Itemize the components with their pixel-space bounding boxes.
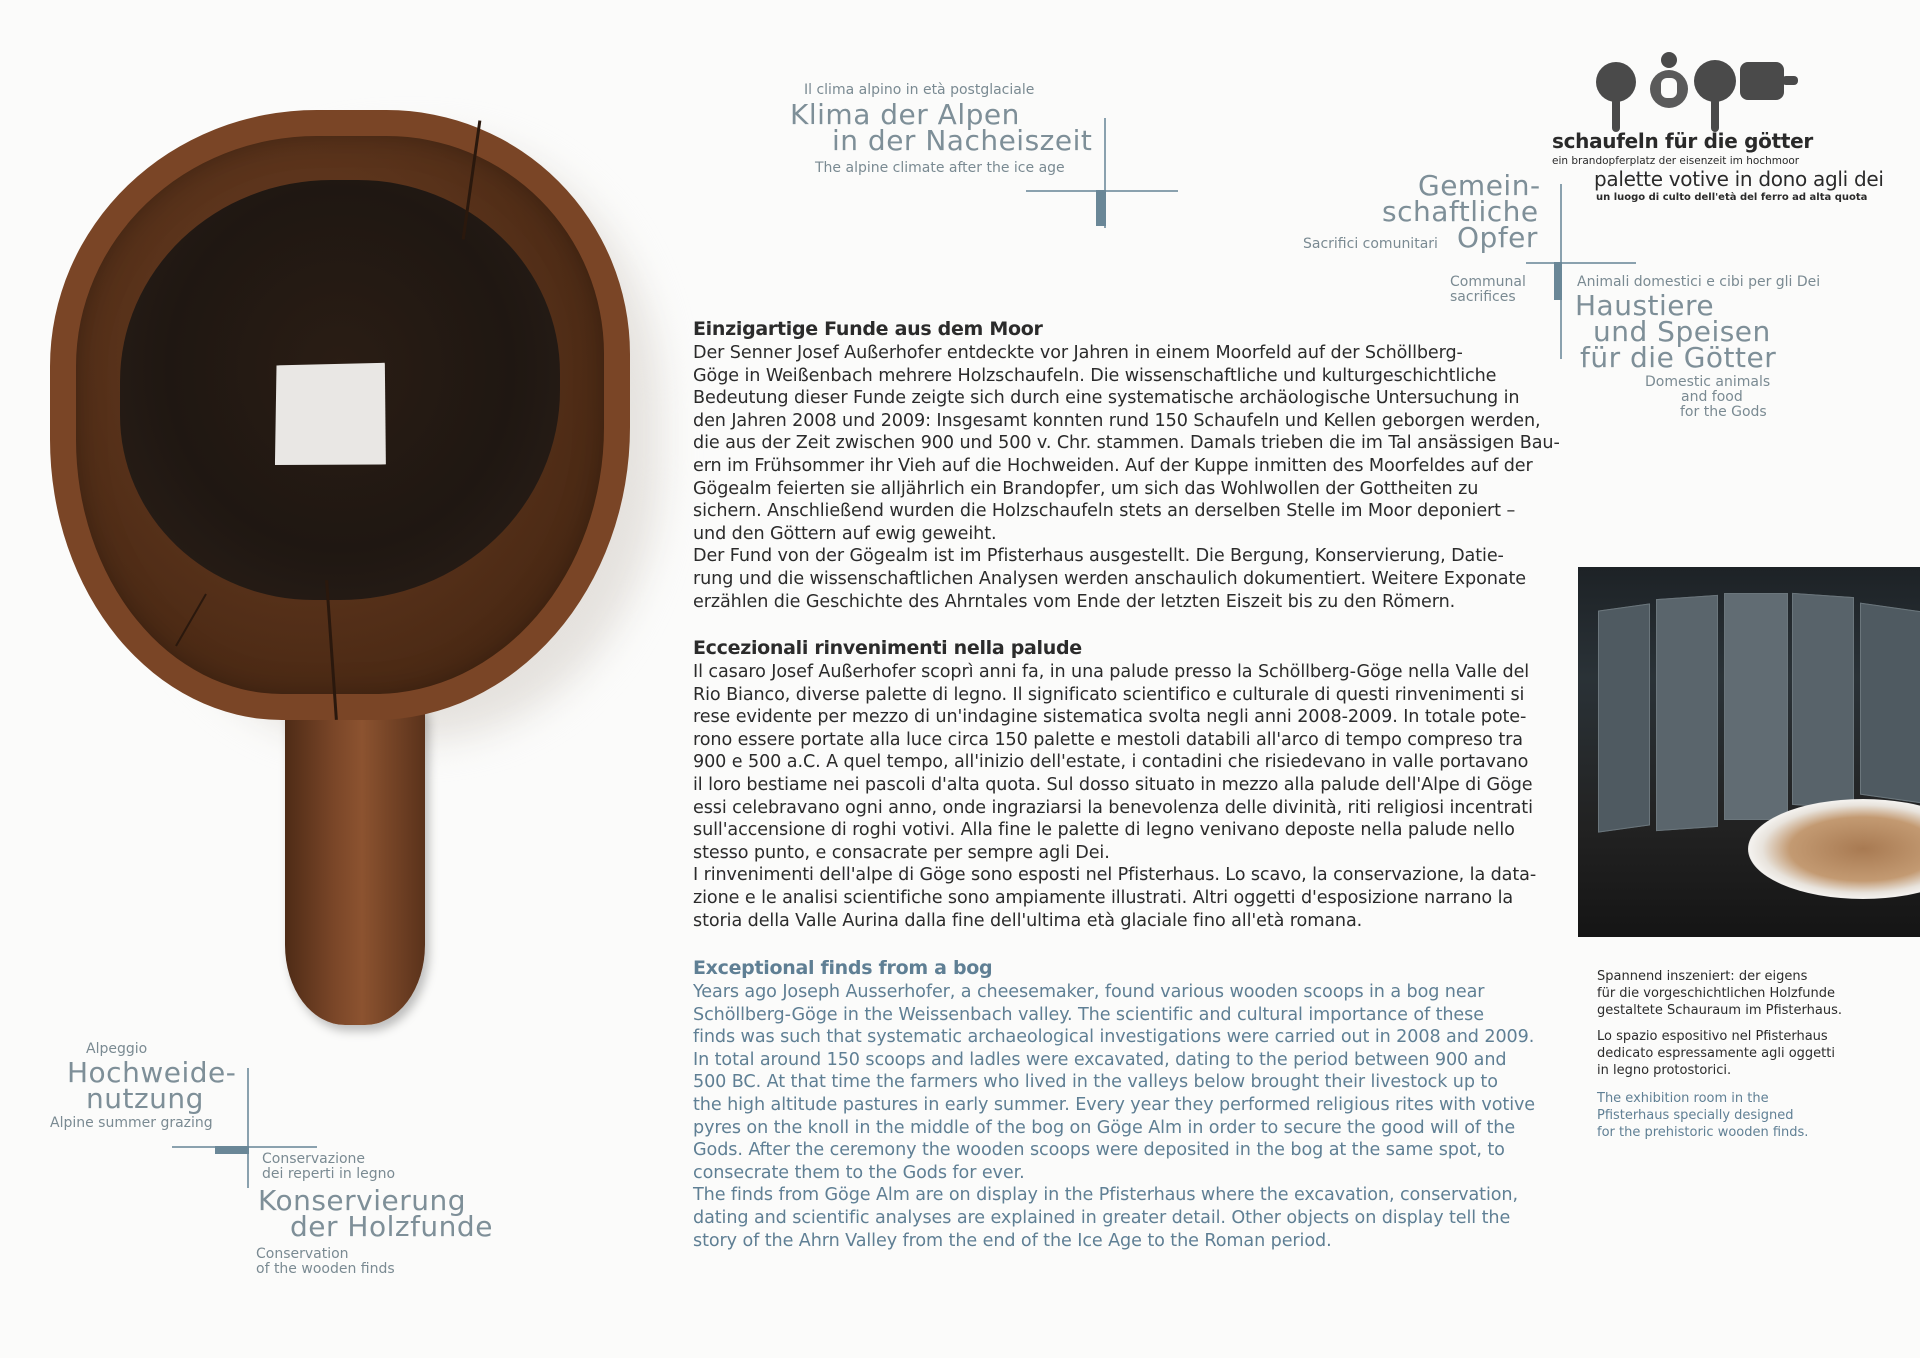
topic-konservierung-de-line1: Konservierung [258,1184,467,1217]
topic-konservierung-en-line1: Conservation [256,1246,349,1262]
topic-konservierung-it-line2: dei reperti in legno [262,1166,396,1182]
topic-haustiere-it: Animali domestici e cibi per gli Dei [1577,274,1821,290]
scoop-handle [285,695,425,1025]
photo-caption-en: The exhibition room in the Pfisterhaus specially designed for the prehistoric wooden finds. [1597,1091,1809,1140]
topic-opfer-en-line1: Communal [1450,274,1526,290]
topic-opfer-de-line3: Opfer [1457,221,1538,254]
logo-subtitle-de: ein brandopferplatz der eisenzeit im hochmoor [1552,155,1800,167]
logo-title: schaufeln für die götter [1552,129,1813,153]
topic-haustiere-en-line3: for the Gods [1680,404,1767,420]
topic-haustiere-en-line2: and food [1681,389,1743,405]
photo-caption-de: Spannend inszeniert: der eigens für die vorgeschichtlichen Holzfunde gestaltete Schauraum im Pfisterhaus. [1597,969,1842,1018]
logo-title-it: palette votive in dono agli dei [1594,167,1884,191]
topic-opfer-en-line2: sacrifices [1450,289,1516,305]
wooden-scoop-photo [40,110,640,1030]
topic-hochweide-en: Alpine summer grazing [50,1115,213,1131]
scoop-icon [1694,60,1736,102]
topic-konservierung-de-line2: der Holzfunde [290,1210,493,1243]
english-body: Years ago Joseph Ausserhofer, a cheesemaker, found various wooden scoops in a bog near Schöllberg-Göge in the Weissenbach valley. The scientific and cultural importance of these finds was such that systematic archaeological investigations were carried out in 2008 and 2009. In total around 150 scoops and ladles were excavated, dating to the period between 900 and 500 BC. At that time the farmers who lived in the valleys below brought their livestock up to the high altitude pastures in early summer. Every year they performed religious rites with votive pyres on the knoll in the middle of the bog on Göge Alm in order to secure the good will of the Gods. After the ceremony the wooden scoops were deposited in the bog at the same spot, to consecrate them to the Gods for ever. The finds from Göge Alm are on display in the Pfisterhaus where the excavation, conservation, dating and scientific analyses are explained in greater detail. Other objects on display tell the story of the Ahrn Valley from the end of the Ice Age to the Roman period. [693,982,1536,1251]
topic-klima-it: Il clima alpino in età postglaciale [804,82,1035,98]
topic-klima-en: The alpine climate after the ice age [815,160,1065,176]
topic-klima-de-line2: in der Nacheiszeit [832,124,1093,157]
photo-caption-it: Lo spazio espositivo nel Pfisterhaus dedicato espressamente agli oggetti in legno protostorici. [1597,1029,1835,1078]
italian-heading: Eccezionali rinvenimenti nella palude [693,637,1082,659]
topic-klima-de-line1: Klima der Alpen [790,98,1020,131]
topic-konservierung-en-line2: of the wooden finds [256,1261,395,1277]
topic-haustiere-de-line2: und Speisen [1593,315,1771,348]
board-icon [1740,62,1784,100]
german-body: Der Senner Josef Außerhofer entdeckte vor Jahren in einem Moorfeld auf der Schöllberg- Göge in Weißenbach mehrere Holzschaufeln. Die wissenschaftliche und kulturgeschichtliche Bedeutung dieser Funde zeigte sich durch eine systematische archäologische Untersuchung in den Jahren 2008 und 2009: Insgesamt konnten rund 150 Schaufeln und Kellen geborgen werden, die aus der Zeit zwischen 900 und 500 v. Chr. stammen. Damals trieben die im Tal ansässigen Bau- ern im Frühsommer ihr Vieh auf die Hochweiden. Auf der Kuppe inmitten des Moorfeldes auf der Gögealm feierten sie alljährlich ein Brandopfer, um sich das Wohlwollen der Gottheiten zu sichern. Anschließend wurden die Holzschaufeln stets an derselben Stelle im Moor deponiert – und den Göttern auf ewig geweiht. Der Fund von der Gögealm ist im Pfisterhaus ausgestellt. Die Bergung, Konservierung, Datie- rung und die wissenschaftlichen Analysen werden anschaulich dokumentiert. Weitere Exponate erzählen die Geschichte des Ahrntales vom Ende der letzten Eiszeit bis zu den Römern. [693,343,1560,612]
topic-opfer-de-line2: schaftliche [1382,195,1539,228]
topic-hochweide-it: Alpeggio [86,1041,148,1057]
german-heading: Einzigartige Funde aus dem Moor [693,318,1043,340]
italian-body: Il casaro Josef Außerhofer scoprì anni fa, in una palude presso la Schöllberg-Göge nella Valle del Rio Bianco, diverse palette di legno. Il significato scientifico e culturale di questi rinvenimenti si rese evidente per mezzo di un'indagine sistematica svolta negli anni 2008-2009. In totale pote- rono essere portate alla luce circa 150 palette e mestoli databili all'arco di tempo compreso tra 900 e 500 a.C. A quel tempo, all'inizio dell'estate, i contadini che risiedevano in valle portavano il loro bestiame nei pascoli d'alta quota. Sul dosso situato in mezzo alla palude dell'Alpe di Göge essi celebravano ogni anno, onde ingraziarsi la benevolenza delle divinità, riti religiosi incentrati sull'accensione di roghi votivi. Alla fine le palette di legno venivano deposte nella palude nello stesso punto, e consacrate per sempre agli Dei. I rinvenimenti dell'alpe di Göge sono esposti nel Pfisterhaus. Lo scavo, la conservazione, la data- zione e le analisi scientifiche sono ampiamente illustrati. Altri oggetti d'esposizione narrano la storia della Valle Aurina dalla fine dell'ultima età glaciale fino all'età romana. [693,662,1537,931]
topic-hochweide-de-line1: Hochweide- [67,1056,237,1089]
english-heading: Exceptional finds from a bog [693,957,993,979]
topic-haustiere-de-line3: für die Götter [1580,341,1777,374]
scoop-icon [1596,62,1636,102]
topic-hochweide-de-line2: nutzung [86,1082,204,1115]
topic-konservierung-it-line1: Conservazione [262,1151,366,1167]
exhibition-room-photo [1578,567,1920,937]
topic-haustiere-de-line1: Haustiere [1575,289,1715,322]
topic-opfer-de-line1: Gemein- [1418,169,1541,202]
topic-haustiere-en-line1: Domestic animals [1645,374,1771,390]
topic-opfer-it: Sacrifici comunitari [1303,236,1438,252]
logo-subtitle-it: un luogo di culto dell'età del ferro ad alta quota [1596,192,1868,203]
